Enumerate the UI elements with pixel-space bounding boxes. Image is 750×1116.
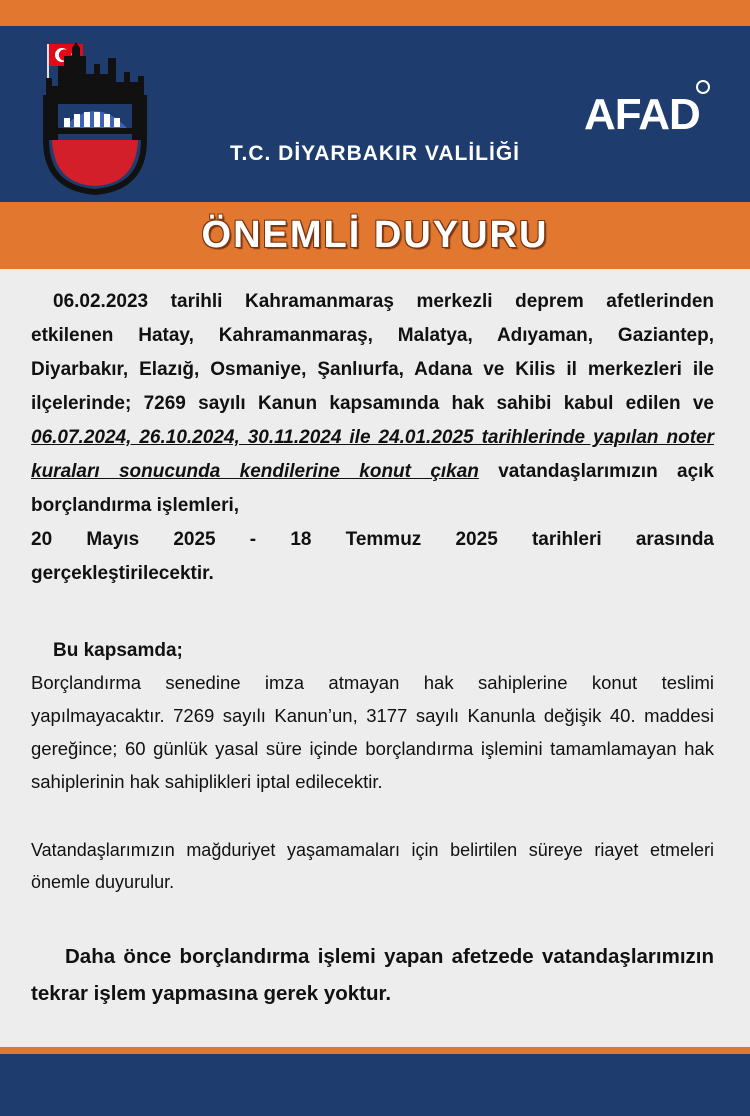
agency-title-text: T.C. DİYARBAKIR VALİLİĞİ — [229, 142, 521, 165]
notice-paragraph: Vatandaşlarımızın mağduriyet yaşamamaları için belirtilen süreye riayet etmeleri önemle duyurulur. — [31, 840, 714, 892]
bottom-accent-stripe — [0, 1047, 750, 1054]
afad-logo-emblem-icon — [696, 80, 710, 94]
diyarbakir-governorship-logo — [38, 38, 150, 196]
main-paragraph-continuation: vatandaşlarımızın açık borçlandırma işlemleri, — [31, 461, 714, 516]
announcement-title: ÖNEMLİ DUYURU — [201, 214, 549, 256]
warning-paragraph: Borçlandırma senedine imza atmayan hak sahiplerine konut teslimi yapılmayacaktır. 7269 sayılı Kanun’un, 3177 sayılı Kanunla değişik 40. maddesi gereğince; 60 günlük yasal süre içinde borçlandırma işlemini tamamlamayan hak sahiplerinin hak sahiplikleri iptal edilecektir. — [31, 672, 714, 792]
main-paragraph-intro: 06.02.2023 tarihli Kahramanmaraş merkezli deprem afetlerinden etkilenen Hatay, Kahramanmaraş, Malatya, Adıyaman, Gaziantep, Diyarbakır, Elazığ, Osmaniye, Şanlıurfa, Adana ve Kilis il merkezleri ile ilçelerinde; 7269 sayılı Kanun kapsamında hak sahibi kabul edilen ve — [31, 291, 714, 414]
agency-title — [0, 142, 750, 166]
main-paragraph — [31, 285, 714, 523]
announcement-body — [0, 269, 750, 1047]
announcement-banner — [0, 202, 750, 269]
closing-paragraph: Daha önce borçlandırma işlemi yapan afetzede vatandaşlarımızın tekrar işlem yapmasına gerek yoktur. — [31, 945, 714, 1005]
sub-heading: Bu kapsamda; — [53, 640, 183, 661]
afad-logo: AFAD — [584, 90, 700, 139]
top-accent-stripe — [0, 0, 750, 26]
lottery-dates-underlined: 06.07.2024, 26.10.2024, 30.11.2024 ile 24.01.2025 tarihlerinde yapılan noter kuraları sonucunda kendilerine konut çıkan — [31, 427, 714, 482]
date-range-line: 20 Mayıs 2025 - 18 Temmuz 2025 tarihleri arasında — [31, 529, 714, 550]
main-paragraph-end: gerçekleştirilecektir. — [31, 563, 214, 584]
header — [0, 26, 750, 202]
footer — [0, 1054, 750, 1116]
